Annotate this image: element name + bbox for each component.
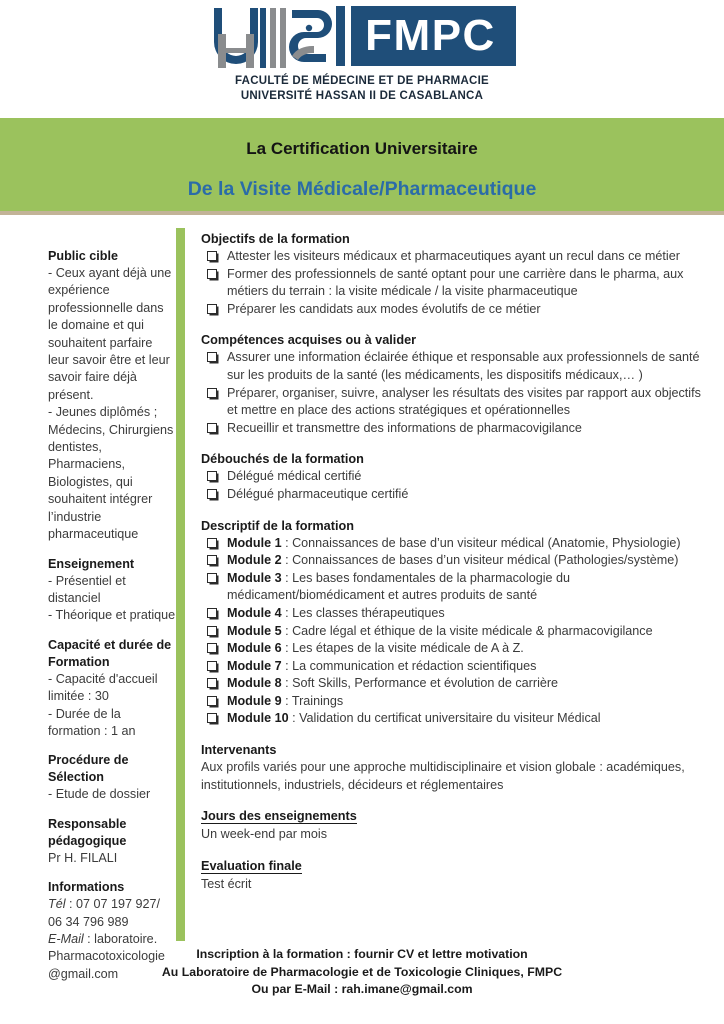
section-intervenants <box>201 741 702 794</box>
sidebar <box>0 222 176 983</box>
main-column <box>185 222 724 906</box>
section-heading-descriptif: Descriptif de la formation <box>201 518 354 533</box>
sidebar-text-telephone <box>48 896 176 931</box>
footer-line-1: Inscription à la formation : fournir CV et lettre motivation <box>196 947 528 961</box>
sidebar-text-enseignement-2: - Théorique et pratique <box>48 608 176 623</box>
sidebar-text-enseignement-1: - Présentiel et distanciel <box>48 573 126 605</box>
module-text: : Connaissances de bases d’un visiteur médical (Pathologies/système) <box>281 553 679 568</box>
list-item <box>201 420 702 438</box>
table-row <box>201 710 702 728</box>
module-text: : La communication et rédaction scientifiques <box>281 658 537 673</box>
table-row <box>201 658 702 676</box>
list-item <box>201 248 702 266</box>
table-row <box>201 552 702 570</box>
checkbox-icon <box>207 713 217 723</box>
email-value: : laboratoire. Pharmacotoxicologie @gmail.com <box>48 931 165 981</box>
logo-divider-bar <box>336 6 345 66</box>
sidebar-text-capacite-1: - Capacité d'accueil limitée : 30 <box>48 671 158 704</box>
module-label: Module 9 <box>227 693 282 708</box>
modules-list <box>201 535 702 729</box>
list-item-text: Assurer une information éclairée éthique et responsable aux professionnels de santé sur les produits de la santé (les médicaments, les dispositifs médicaux,… ) <box>227 350 700 382</box>
section-heading-intervenants: Intervenants <box>201 743 277 758</box>
table-row <box>201 675 702 693</box>
faculty-line-2: UNIVERSITÉ HASSAN II DE CASABLANCA <box>240 90 484 102</box>
sidebar-heading-responsable: Responsable pédagogique <box>48 816 127 848</box>
module-text: : Validation du certificat universitaire du visiteur Médical <box>288 711 601 726</box>
section-debouches <box>201 450 702 503</box>
table-row <box>201 605 702 623</box>
checkbox-icon <box>207 626 217 636</box>
checkbox-icon <box>207 661 217 671</box>
footer-line-2: Au Laboratoire de Pharmacologie et de Toxicologie Cliniques, FMPC <box>161 964 563 979</box>
section-objectifs <box>201 230 702 318</box>
list-item-text: Former des professionnels de santé optant pour une carrière dans le pharma, aux métiers du terrain : la visite médicale / la visite pharmaceutique <box>227 266 684 299</box>
checkbox-icon <box>207 538 217 548</box>
module-label: Module 6 <box>227 641 282 656</box>
module-text: : Trainings <box>281 693 344 708</box>
jours-body: Un week-end par mois <box>201 827 327 842</box>
module-label: Module 1 <box>227 535 282 550</box>
list-item <box>201 301 702 319</box>
list-item <box>201 266 702 301</box>
sidebar-heading-procedure: Procédure de Sélection <box>48 753 129 785</box>
banner-shadow-strip <box>0 211 724 215</box>
sidebar-heading-public-cible: Public cible <box>48 249 118 263</box>
checkbox-icon <box>207 352 217 362</box>
list-item-text: Délégué médical certifié <box>227 469 362 484</box>
sidebar-heading-informations: Informations <box>48 880 125 895</box>
debouches-list <box>201 468 702 503</box>
faculty-line-1: FACULTÉ DE MÉDECINE ET DE PHARMACIE <box>235 75 489 87</box>
section-heading-objectifs: Objectifs de la formation <box>201 232 350 246</box>
checkbox-icon <box>207 696 217 706</box>
module-text: : Les classes thérapeutiques <box>281 605 445 620</box>
list-item-text: Préparer les candidats aux modes évolutifs de ce métier <box>227 301 541 316</box>
section-evaluation <box>201 857 702 894</box>
logo-row <box>0 6 724 70</box>
footer-line-3: Ou par E-Mail : rah.imane@gmail.com <box>251 982 473 996</box>
sidebar-text-capacite-2: - Durée de la formation : 1 an <box>48 706 136 738</box>
banner-title-primary: La Certification Universitaire <box>246 139 478 158</box>
section-heading-jours: Jours des enseignements <box>201 809 357 824</box>
table-row <box>201 535 702 553</box>
module-label: Module 7 <box>227 658 282 673</box>
sidebar-text-public-cible-2: - Jeunes diplômés ; Médecins, Chirurgiens dentistes, Pharmaciens, Biologistes, qui souhaitent intégrer l’industrie pharmaceutique <box>48 405 174 542</box>
checkbox-icon <box>207 643 217 653</box>
checkbox-icon <box>207 423 217 433</box>
section-descriptif <box>201 517 702 729</box>
module-label: Module 10 <box>227 711 289 726</box>
module-label: Module 5 <box>227 623 282 638</box>
list-item <box>201 349 702 384</box>
checkbox-icon <box>207 471 217 481</box>
title-banner <box>0 118 724 211</box>
module-text: : Les bases fondamentales de la pharmacologie du médicament/biomédicament et autres produits de santé <box>227 570 571 603</box>
checkbox-icon <box>207 489 217 499</box>
list-item-text: Recueillir et transmettre des informations de pharmacovigilance <box>227 420 582 435</box>
list-item-text: Attester les visiteurs médicaux et pharmaceutiques ayant un recul dans ce métier <box>227 249 680 263</box>
competences-list <box>201 349 702 437</box>
list-item-text: Délégué pharmaceutique certifié <box>227 486 409 501</box>
section-heading-competences: Compétences acquises ou à valider <box>201 333 417 348</box>
tel-value: : 07 07 197 927/ 06 34 796 989 <box>48 897 161 929</box>
checkbox-icon <box>207 304 217 314</box>
module-label: Module 4 <box>227 605 282 620</box>
table-row <box>201 623 702 641</box>
checkbox-icon <box>207 555 217 565</box>
table-row <box>201 640 702 658</box>
checkbox-icon <box>207 388 217 398</box>
sidebar-text-public-cible-1: - Ceux ayant déjà une expérience professionnelle dans le domaine et qui souhaitent parfaire leur savoir être et leur savoir faire déjà présent. <box>48 266 172 402</box>
university-logo-icon <box>208 6 336 70</box>
objectifs-list <box>201 248 702 318</box>
evaluation-body: Test écrit <box>201 876 252 891</box>
section-competences <box>201 331 702 437</box>
intervenants-body: Aux profils variés pour une approche multidisciplinaire et vision globale : académiques, institutionnels, industriels, décideurs et réglementaires <box>201 760 685 792</box>
sidebar-heading-capacite: Capacité et durée de Formation <box>48 637 172 669</box>
sidebar-text-procedure-1: - Etude de dossier <box>48 787 151 802</box>
checkbox-icon <box>207 608 217 618</box>
section-heading-evaluation: Evaluation finale <box>201 858 302 873</box>
section-heading-debouches: Débouchés de la formation <box>201 452 364 467</box>
faculty-subtitle <box>0 74 724 104</box>
document-header <box>0 0 724 113</box>
checkbox-icon <box>207 573 217 583</box>
module-text: : Les étapes de la visite médicale de A à Z. <box>281 641 524 656</box>
module-label: Module 2 <box>227 553 282 568</box>
module-label: Module 8 <box>227 676 282 691</box>
list-item <box>201 385 702 420</box>
list-item <box>201 486 702 504</box>
table-row <box>201 693 702 711</box>
vertical-divider <box>176 228 185 941</box>
module-text: : Connaissances de base d’un visiteur médical (Anatomie, Physiologie) <box>281 535 681 550</box>
table-row <box>201 570 702 605</box>
sidebar-text-responsable-1: Pr H. FILALI <box>48 850 118 865</box>
sidebar-heading-enseignement: Enseignement <box>48 556 135 571</box>
module-text: : Cadre légal et éthique de la visite médicale & pharmacovigilance <box>281 623 653 638</box>
document-footer <box>0 946 724 999</box>
banner-title-secondary: De la Visite Médicale/Pharmaceutique <box>187 178 537 200</box>
section-jours <box>201 807 702 844</box>
module-text: : Soft Skills, Performance et évolution de carrière <box>281 676 559 691</box>
fmpc-acronym: FMPC <box>365 11 496 60</box>
list-item-text: Préparer, organiser, suivre, analyser les résultats des visites par rapport aux objectifs et mettre en place des actions stratégiques et opérationnelles <box>227 385 701 418</box>
document-body <box>0 222 724 983</box>
checkbox-icon <box>207 269 217 279</box>
checkbox-icon <box>207 678 217 688</box>
list-item <box>201 468 702 486</box>
fmpc-logo-box <box>351 6 516 66</box>
checkbox-icon <box>207 251 217 261</box>
tel-label: Tél <box>48 897 66 912</box>
module-label: Module 3 <box>227 570 282 585</box>
email-label: E-Mail <box>48 931 84 946</box>
